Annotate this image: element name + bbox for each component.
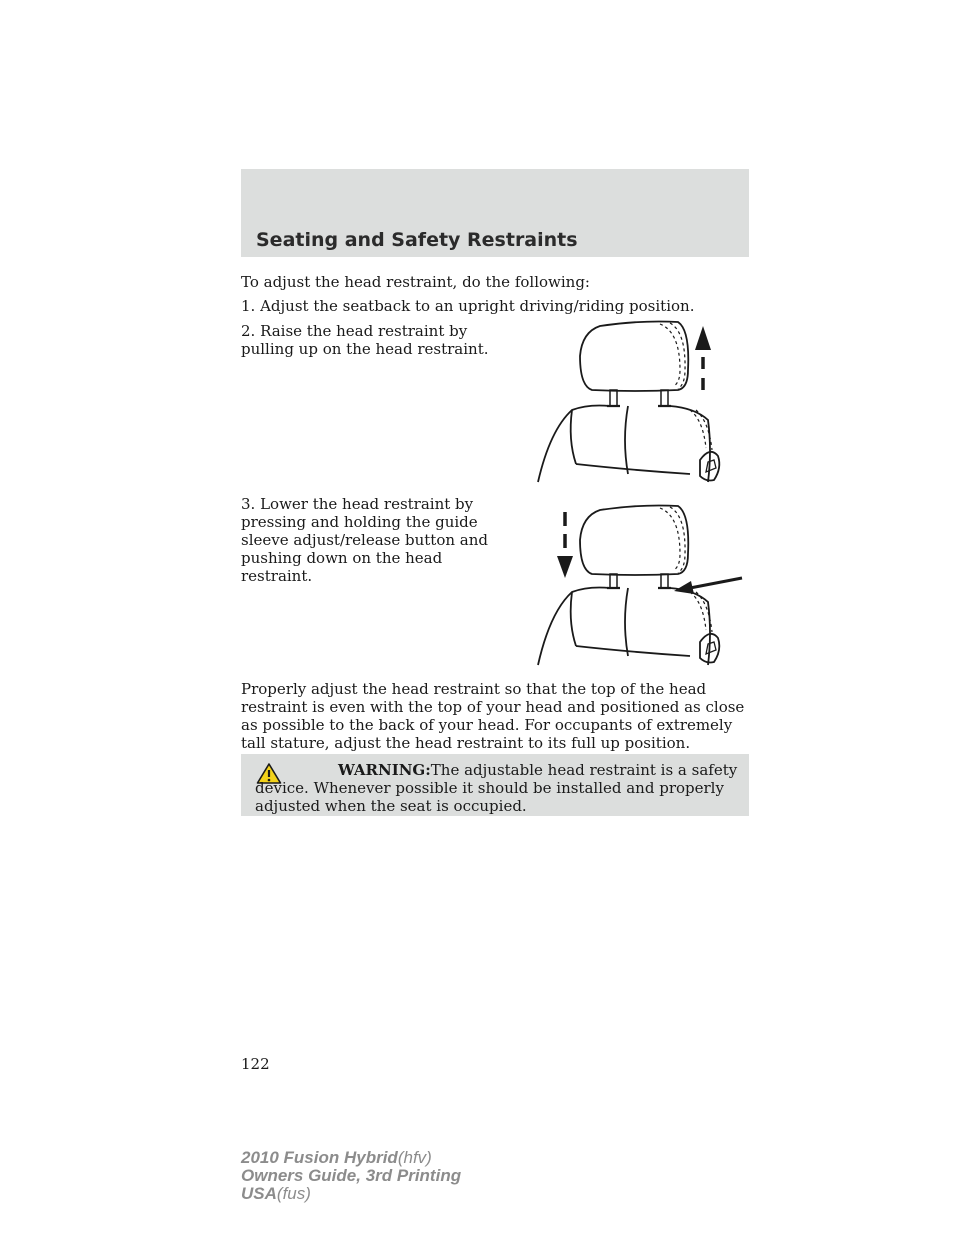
footer-guide-edition: Owners Guide, 3rd Printing xyxy=(241,1166,462,1185)
section-title: Seating and Safety Restraints xyxy=(256,229,578,251)
footer-model: 2010 Fusion Hybrid xyxy=(241,1148,398,1167)
section-header xyxy=(241,169,749,257)
warning-label: WARNING: xyxy=(338,761,431,779)
footer-line-1 xyxy=(241,1149,461,1167)
raise-head-restraint-illustration xyxy=(530,310,730,485)
footer-model-code: (hfv) xyxy=(397,1148,432,1167)
adjust-note-text: Properly adjust the head restraint so that the top of the head restraint is even with the top of your head and positioned as close as possible to the back of your head. For occupants of extremely tall stature, adjust the head restraint to its full up position. xyxy=(241,680,745,752)
step-2-text: 2. Raise the head restraint by pulling up on the head restraint. xyxy=(241,322,489,358)
intro-text: To adjust the head restraint, do the following: xyxy=(241,273,590,291)
warning-text: The adjustable head restraint is a safety device. Whenever possible it should be installed and properly adjusted when the seat is occupied. xyxy=(255,761,738,815)
warning-box xyxy=(241,754,749,816)
footer-market: USA xyxy=(241,1184,277,1203)
document-footer xyxy=(241,1149,461,1203)
footer-line-2 xyxy=(241,1167,461,1185)
page-number: 122 xyxy=(241,1055,270,1073)
step-1-text: 1. Adjust the seatback to an upright driving/riding position. xyxy=(241,297,695,315)
footer-market-code: (fus) xyxy=(276,1184,311,1203)
footer-line-3 xyxy=(241,1185,461,1203)
lower-head-restraint-illustration xyxy=(530,500,755,670)
warning-paragraph xyxy=(255,761,740,815)
step-3-text: 3. Lower the head restraint by pressing and holding the guide sleeve adjust/release button and pushing down on the head restraint. xyxy=(241,495,488,585)
